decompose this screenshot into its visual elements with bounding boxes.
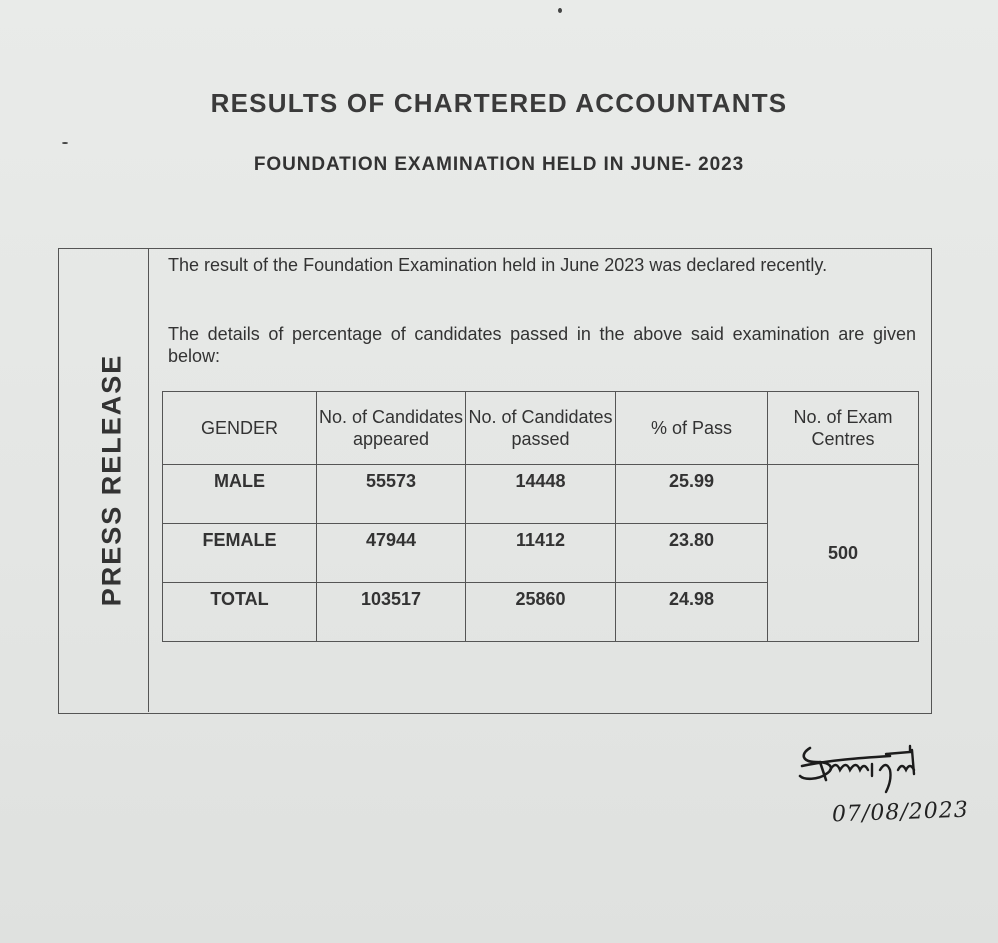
cell-gender: TOTAL [163, 583, 317, 642]
cell-percent: 25.99 [616, 465, 768, 524]
cell-passed: 11412 [466, 524, 616, 583]
ink-speck [558, 8, 562, 13]
cell-percent: 24.98 [616, 583, 768, 642]
results-table [162, 391, 919, 642]
header-candidates-appeared: No. of Candidates appeared [317, 392, 466, 465]
header-gender: GENDER [163, 392, 317, 465]
cell-appeared: 47944 [317, 524, 466, 583]
cell-gender: MALE [163, 465, 317, 524]
cell-passed: 25860 [466, 583, 616, 642]
ink-speck [62, 142, 68, 144]
document-subtitle: FOUNDATION EXAMINATION HELD IN JUNE- 2023 [253, 154, 745, 175]
intro-paragraph: The result of the Foundation Examination held in June 2023 was declared recently. [168, 255, 828, 275]
cell-percent: 23.80 [616, 524, 768, 583]
details-paragraph: The details of percentage of candidates passed in the above said examination are given below: [168, 324, 916, 366]
cell-appeared: 103517 [317, 583, 466, 642]
press-release-label: PRESS RELEASE [96, 353, 127, 607]
header-candidates-passed: No. of Candidates passed [466, 392, 616, 465]
cell-exam-centres: 500 [768, 465, 919, 642]
cell-gender: FEMALE [163, 524, 317, 583]
document-title: RESULTS OF CHARTERED ACCOUNTANTS [210, 88, 788, 118]
cell-passed: 14448 [466, 465, 616, 524]
table-header-row [163, 392, 919, 465]
header-exam-centres: No. of Exam Centres [768, 392, 919, 465]
cell-appeared: 55573 [317, 465, 466, 524]
header-percent-pass: % of Pass [616, 392, 768, 465]
table-row [163, 465, 919, 524]
signature-date: 07/08/2023 [831, 797, 970, 828]
